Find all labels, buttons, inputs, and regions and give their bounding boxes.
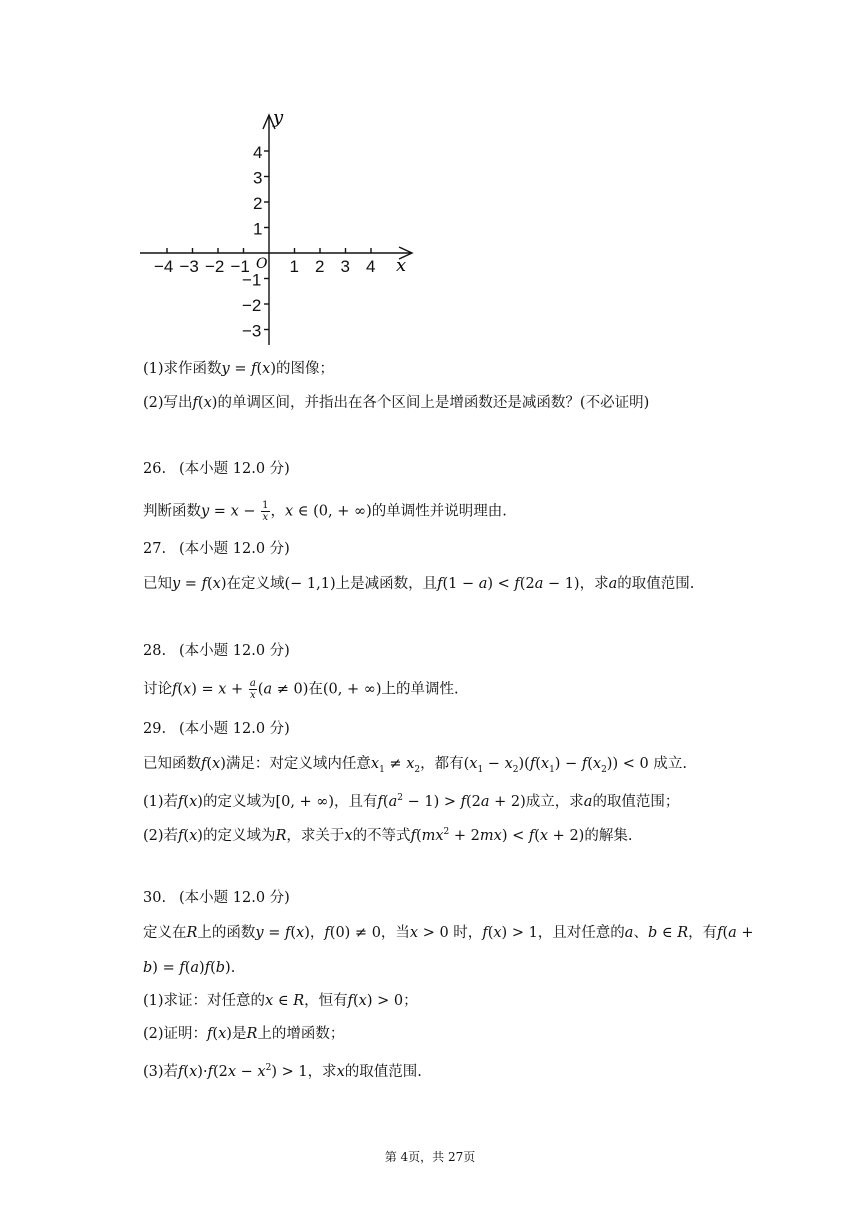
- q30-header: [143, 887, 290, 909]
- origin-label: O: [256, 256, 268, 272]
- q30-part3: (3)若$f(x)\cdot f(2x - x^2) > 1$，求x的取值范围.: [143, 1063, 422, 1080]
- x-tick-label: 4: [366, 257, 376, 276]
- q26-header: [143, 458, 290, 480]
- q27-number: 27.: [143, 541, 167, 557]
- q26-number: 26.: [143, 461, 167, 477]
- q27-text: 已知y = f(x)在定义域(− 1,1)上是减函数，且f(1 − a) < f(2a − 1)，求a的取值范围.: [143, 576, 695, 592]
- x-tick-label: −3: [179, 257, 199, 276]
- q25-part1: (1)求作函数y = f(x)的图像；: [143, 361, 335, 377]
- y-tick-label: 1: [253, 219, 263, 239]
- q28-header: [143, 640, 290, 662]
- q29-header: [143, 718, 290, 740]
- x-axis-label: x: [396, 255, 407, 276]
- x-tick-label: −2: [205, 257, 225, 276]
- q30-score: (本小题 12.0 分): [179, 890, 290, 906]
- q28-score: (本小题 12.0 分): [179, 643, 290, 659]
- x-tick-label: 1: [289, 257, 299, 276]
- q28-number: 28.: [143, 643, 167, 659]
- y-tick-label: −1: [242, 270, 262, 290]
- q30-part2: (2)证明：f(x)是R上的增函数；: [143, 1026, 345, 1042]
- x-tick-label: 2: [315, 257, 325, 276]
- q27-score: (本小题 12.0 分): [179, 541, 290, 557]
- q30-number: 30.: [143, 890, 167, 906]
- q29-score: (本小题 12.0 分): [179, 721, 290, 737]
- q26-text: 判断函数y = x − $\frac{1}{x}$ ，x ∈ (0, + ∞)的单调性并说明理由.: [143, 500, 507, 523]
- q29-number: 29.: [143, 721, 167, 737]
- q27-header: [143, 538, 290, 560]
- y-tick-label: −2: [242, 296, 262, 315]
- q29-part2: (2)若f(x)的定义域为R，求关于x的不等式$f(mx^2 + 2mx) < f(x + 2)$的解集.: [143, 827, 633, 844]
- x-tick-label: −4: [154, 257, 174, 276]
- y-tick-label: 4: [253, 143, 263, 162]
- page-footer: 第 4页，共 27页: [384, 1150, 476, 1164]
- x-tick-label: 3: [340, 257, 350, 276]
- x-tick-label: −1: [230, 257, 250, 276]
- q29-text: 已知函数f(x)满足：对定义域内任意$x_1 \ne x_2$，都有$(x_1 - x_2)(f(x_1) - f(x_2)) < 0$ 成立.: [143, 756, 687, 775]
- y-tick-label: −3: [242, 321, 262, 341]
- q26-score: (本小题 12.0 分): [179, 461, 290, 477]
- q25-part2: (2)写出f(x)的单调区间，并指出在各个区间上是增函数还是减函数？(不必证明): [143, 395, 650, 411]
- q30-text-line2: b) = f(a)f(b).: [143, 960, 236, 976]
- y-axis-label: y: [273, 107, 284, 128]
- q29-part1: (1)若f(x)的定义域为[0, + ∞)，且有$f(a^2 - 1) > f(2a + 2)$成立，求a的取值范围；: [143, 793, 680, 810]
- y-tick-label: 2: [253, 194, 263, 213]
- q28-text: 讨论f(x) = x + $\frac{a}{x}$ (a ≠ 0)在(0, + ∞)上的单调性.: [143, 678, 459, 701]
- q30-text-line1: 定义在R上的函数y = f(x)，f(0) ≠ 0，当x > 0 时，f(x) > 1，且对任意的a、b ∈ R，有f(a +: [143, 925, 754, 941]
- y-tick-label: 3: [253, 168, 263, 188]
- q30-part1: (1)求证：对任意的x ∈ R，恒有f(x) > 0；: [143, 993, 418, 1009]
- coordinate-axes-graph: [135, 105, 425, 355]
